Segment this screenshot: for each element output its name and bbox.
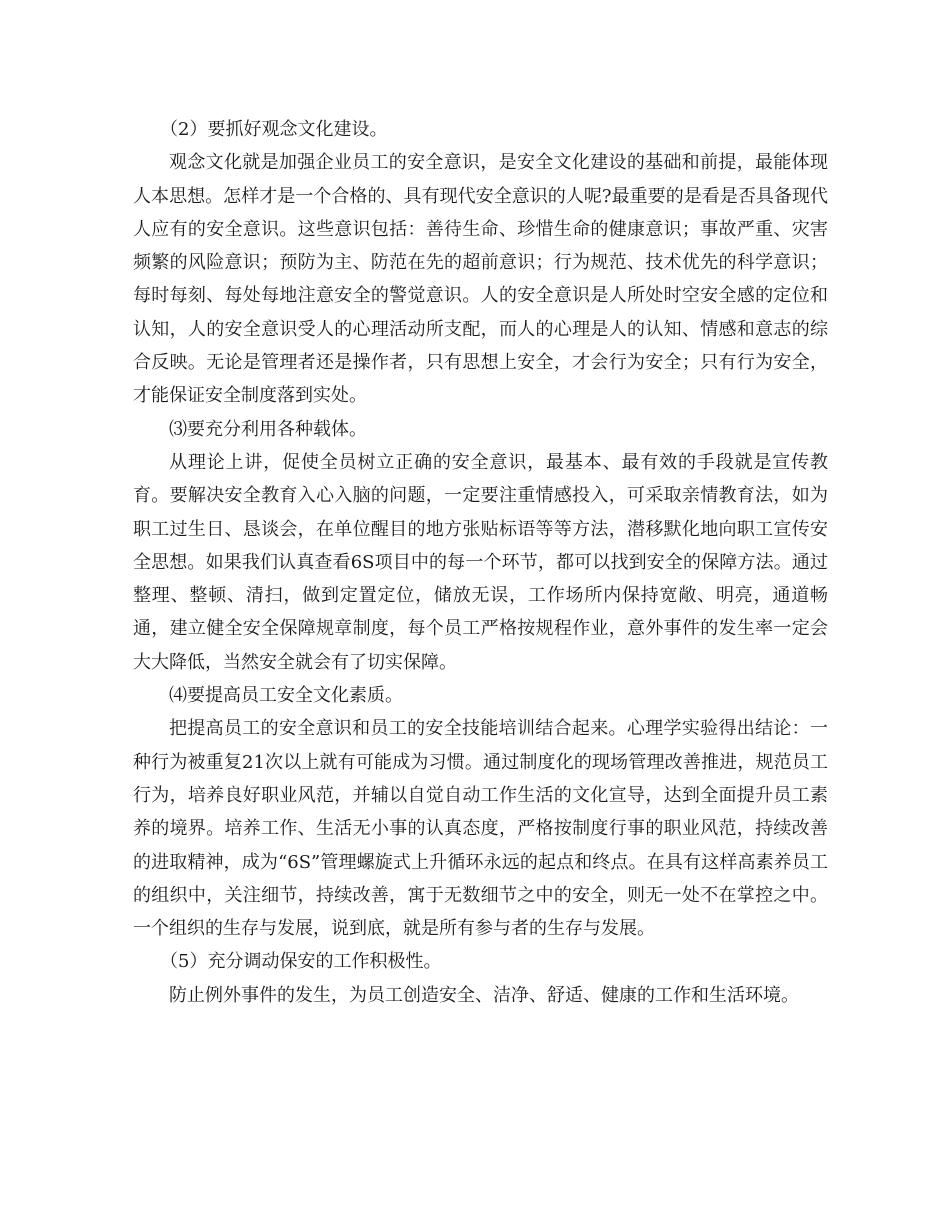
paragraph-concept-culture: 观念文化就是加强企业员工的安全意识，是安全文化建设的基础和前提，最能体现人本思想。怎样才是一个合格的、具有现代安全意识的人呢?最重要的是看是否具备现代人应有的安全意识。这些意识包括：善待生命、珍惜生命的健康意识；事故严重、灾害频繁的风险意识；预防为主、防范在先的超前意识；行为规范、技术优先的科学意识；每时每刻、每处每地注意安全的警觉意识。人的安全意识是人所处时空安全感的定位和认知，人的安全意识受人的心理活动所支配，而人的心理是人的认知、情感和意志的综合反映。无论是管理者还是操作者，只有思想上安全，才会行为安全；只有行为安全，才能保证安全制度落到实处。: [133, 152, 828, 407]
paragraph-staff-quality: 把提高员工的安全意识和员工的安全技能培训结合起来。心理学实验得出结论：一种行为被重复21次以上就有可能成为习惯。通过制度化的现场管理改善推进，规范员工行为，培养良好职业风范，并辅以自觉自动工作生活的文化宣导，达到全面提升员工素养的境界。培养工作、生活无小事的认真态度，严格按制度行事的职业风范，持续改善的进取精神，成为“6S”管理螺旋式上升循环永远的起点和终点。在具有这样高素养员工的组织中，关注细节，持续改善，寓于无数细节之中的安全，则无一处不在掌控之中。一个组织的生存与发展，说到底，就是所有参与者的生存与发展。: [133, 718, 828, 940]
section-heading-5: （5）充分调动保安的工作积极性。: [160, 951, 442, 973]
document-body: [133, 113, 828, 1012]
section-heading-4: ⑷要提高员工安全文化素质。: [169, 685, 403, 707]
section-heading-3: ⑶要充分利用各种载体。: [169, 418, 367, 440]
paragraph-carriers: 从理论上讲，促使全员树立正确的安全意识，最基本、最有效的手段就是宣传教育。要解决安全教育入心入脑的问题，一定要注重情感投入，可采取亲情教育法，如为职工过生日、恳谈会，在单位醒目的地方张贴标语等等方法，潜移默化地向职工宣传安全思想。如果我们认真查看6S项目中的每一个环节，都可以找到安全的保障方法。通过整理、整顿、清扫，做到定置定位，储放无误，工作场所内保持宽敞、明亮，通道畅通，建立健全安全保障规章制度，每个员工严格按规程作业，意外事件的发生率一定会大大降低，当然安全就会有了切实保障。: [133, 451, 828, 673]
paragraph-prevention: 防止例外事件的发生，为员工创造安全、洁净、舒适、健康的工作和生活环境。: [169, 984, 799, 1006]
section-heading-2: （2）要抓好观念文化建设。: [160, 119, 388, 140]
